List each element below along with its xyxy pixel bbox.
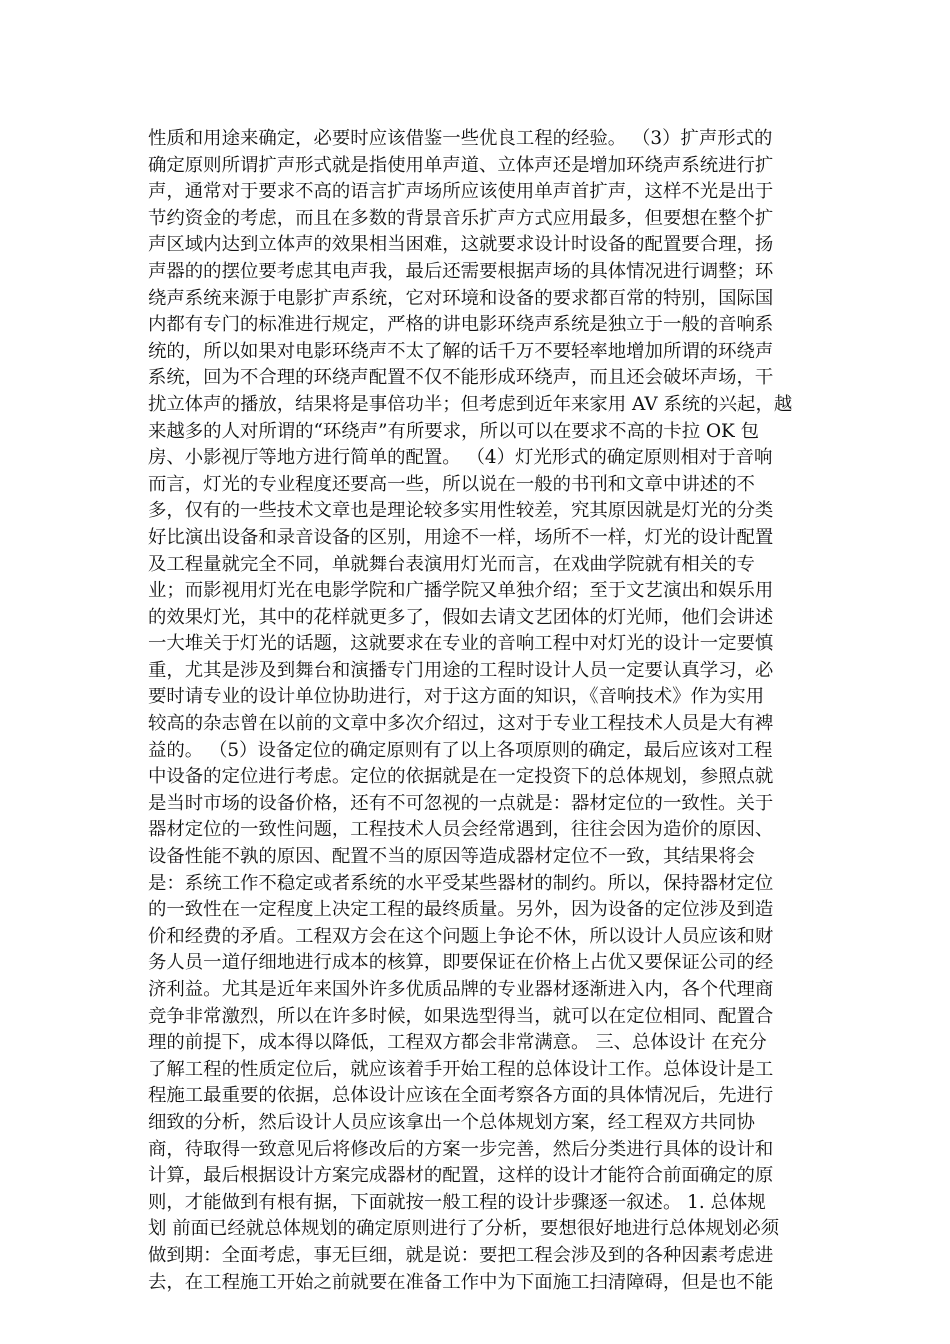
text-line: 理的前提下，成本得以降低，工程双方都会非常满意。 三、总体设计 在充分 — [148, 1032, 767, 1054]
text-line: 细致的分析，然后设计人员应该拿出一个总体规划方案，经工程双方共同协 — [148, 1111, 755, 1133]
text-line: 是：系统工作不稳定或者系统的水平受某些器材的制约。所以，保持器材定位 — [148, 872, 774, 894]
text-line: 声，通常对于要求不高的语言扩声场所应该使用单声首扩声，这样不光是出于 — [148, 181, 774, 203]
text-line: 业；而影视用灯光在电影学院和广播学院又单独介绍；至于文艺演出和娱乐用 — [148, 580, 774, 602]
text-line: 设备性能不孰的原因、配置不当的原因等造成器材定位不一致，其结果将会 — [148, 846, 755, 868]
text-line: 系统，回为不合理的环绕声配置不仅不能形成环绕声，而且还会破坏声场，干 — [148, 367, 774, 389]
text-line: 做到期：全面考虑，事无巨细，就是说：要把工程会涉及到的各种因素考虑进 — [148, 1244, 774, 1266]
document-body-text — [148, 126, 808, 1296]
text-line: 务人员一道仔细地进行成本的核算，即要保证在价格上占优又要保证公司的经 — [148, 952, 774, 974]
text-line: 划 前面已经就总体规划的确定原则进行了分析，要想很好地进行总体规划必须 — [148, 1218, 780, 1240]
text-line: 济利益。尤其是近年来国外许多优质品牌的专业器材逐渐进入内，各个代理商 — [148, 979, 774, 1000]
text-line: 来越多的人对所谓的“环绕声”有所要求，所以可以在要求不高的卡拉 OK 包 — [148, 420, 760, 442]
text-line: 器材定位的一致性问题，工程技术人员会经常遇到，往往会因为造价的原因、 — [148, 819, 774, 841]
text-line: 的效果灯光，其中的花样就更多了，假如去请文艺团体的灯光师，他们会讲述 — [148, 606, 774, 628]
text-line: 计算，最后根据设计方案完成器材的配置，这样的设计才能符合前面确定的原 — [148, 1165, 774, 1187]
text-line: 较高的杂志曾在以前的文章中多次介绍过，这对于专业工程技术人员是大有裨 — [148, 713, 774, 735]
text-line: 中设备的定位进行考虑。定位的依据就是在一定投资下的总体规划，参照点就 — [148, 766, 774, 788]
text-line: 去，在工程施工开始之前就要在准备工作中为下面施工扫清障碍，但是也不能 — [148, 1271, 774, 1293]
text-line: 了解工程的性质定位后，就应该着手开始工程的总体设计工作。总体设计是工 — [148, 1058, 774, 1080]
text-line: 益的。 （5）设备定位的确定原则有了以上各项原则的确定，最后应该对工程 — [148, 739, 773, 761]
text-line: 扰立体声的播放，结果将是事倍功半；但考虑到近年来家用 AV 系统的兴起，越 — [148, 393, 793, 415]
text-line: 程施工最重要的依据，总体设计应该在全面考察各方面的具体情况后，先进行 — [148, 1085, 774, 1107]
text-line: 竞争非常激烈，所以在许多时候，如果选型得当，就可以在定位相同、配置合 — [148, 1005, 774, 1027]
text-line: 则，才能做到有根有据，下面就按一般工程的设计步骤逐一叙述。 1. 总体规 — [148, 1191, 766, 1213]
text-line: 声区域内达到立体声的效果相当困难，这就要求设计时设备的配置要合理，扬 — [148, 234, 774, 256]
text-line: 性质和用途来确定，必要时应该借鉴一些优良工程的经验。 （3）扩声形式的 — [148, 128, 773, 149]
text-line: 节约资金的考虑，而且在多数的背景音乐扩声方式应用最多，但要想在整个扩 — [148, 207, 774, 229]
text-line: 商，待取得一致意见后将修改后的方案一步完善，然后分类进行具体的设计和 — [148, 1138, 774, 1160]
text-line: 的一致性在一定程度上决定工程的最终质量。另外，因为设备的定位涉及到造 — [148, 899, 774, 921]
text-line: 绕声系统来源于电影扩声系统，它对环境和设备的要求都百常的特别，国际国 — [148, 287, 774, 309]
text-line: 而言，灯光的专业程度还要高一些，所以说在一般的书刊和文章中讲述的不 — [148, 473, 755, 495]
text-line: 价和经费的矛盾。工程双方会在这个问题上争论不休，所以设计人员应该和财 — [148, 925, 774, 947]
text-line: 好比演出设备和录音设备的区别，用途不一样，场所不一样，灯光的设计配置 — [148, 526, 774, 548]
text-line: 房、小影视厅等地方进行简单的配置。 （4）灯光形式的确定原则相对于音响 — [148, 447, 773, 469]
text-line: 一大堆关于灯光的话题，这就要求在专业的音响工程中对灯光的设计一定要慎 — [148, 633, 774, 655]
text-line: 要时请专业的设计单位协助进行，对于这方面的知识，《音响技术》作为实用 — [148, 686, 765, 708]
text-line: 内都有专门的标准进行规定，严格的讲电影环绕声系统是独立于一般的音响系 — [148, 314, 774, 336]
text-line: 确定原则所谓扩声形式就是指使用单声道、立体声还是增加环绕声系统进行扩 — [148, 154, 774, 176]
text-line: 是当时市场的设备价格，还有不可忽视的一点就是：器材定位的一致性。关于 — [148, 792, 774, 814]
text-line: 重，尤其是涉及到舞台和演播专门用途的工程时设计人员一定要认真学习，必 — [148, 659, 774, 681]
text-line: 统的，所以如果对电影环绕声不太了解的话千万不要轻率地增加所谓的环绕声 — [148, 340, 774, 362]
text-line: 多，仅有的一些技术文章也是理论较多实用性较差，究其原因就是灯光的分类 — [148, 500, 774, 522]
text-line: 声器的的摆位要考虑其电声我，最后还需要根据声场的具体情况进行调整；环 — [148, 260, 774, 282]
text-line: 及工程量就完全不同，单就舞台表演用灯光而言，在戏曲学院就有相关的专 — [148, 553, 755, 575]
